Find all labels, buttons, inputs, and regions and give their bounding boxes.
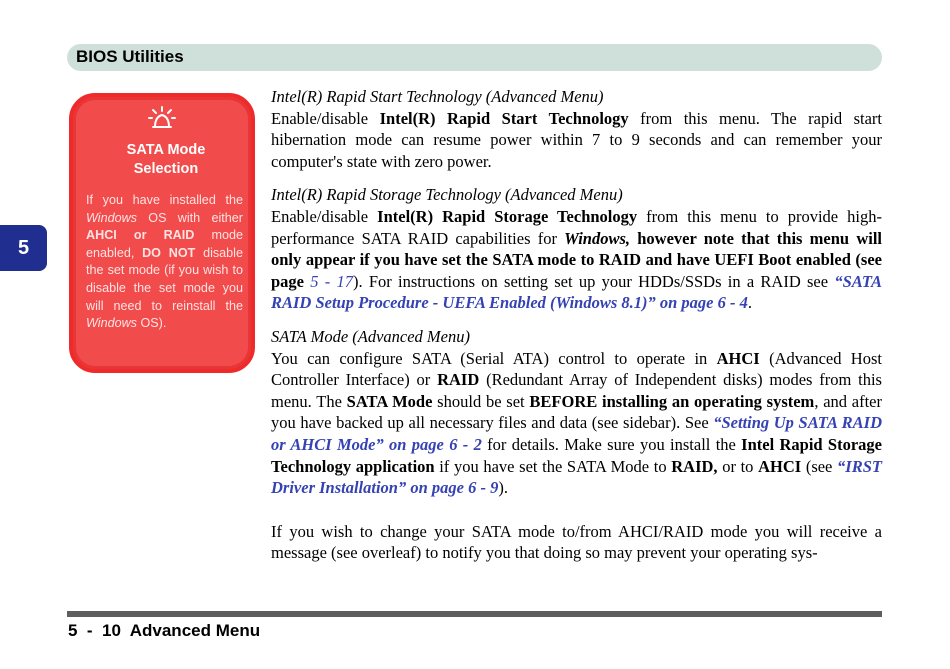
section-heading: SATA Mode (Advanced Menu) xyxy=(271,326,470,346)
cross-reference-link[interactable]: “IRST Driver Installation” on page 6 - 9 xyxy=(271,456,882,498)
text-run: RAID, xyxy=(671,456,718,476)
section-sata-mode xyxy=(271,326,882,499)
text-run: (see xyxy=(801,456,838,476)
footer-rule xyxy=(67,611,882,617)
main-content xyxy=(271,86,882,576)
sidebar-note xyxy=(69,93,255,373)
text-run: Intel(R) Rapid Start Technology xyxy=(379,108,629,128)
sidebar-title-line2: Selection xyxy=(133,161,199,177)
text-run: if you have set the SATA Mode to xyxy=(434,456,672,476)
text-run: Windows xyxy=(86,210,137,225)
text-run: Enable/disable xyxy=(271,206,378,226)
section-text xyxy=(271,109,882,171)
text-run: OS). xyxy=(136,316,167,331)
text-run: If you have installed the xyxy=(86,193,243,207)
closing-paragraph: If you wish to change your SATA mode to/from AHCI/RAID mode you will receive a message (see overleaf) to notify you that doing so may prevent your operating sys- xyxy=(271,521,882,563)
warning-bell-icon xyxy=(147,105,177,133)
text-run: should be set xyxy=(432,391,530,411)
text-run: however note that this menu will only appear if you have set the SATA mode to RAID and have UEFI Boot enabled (see page xyxy=(271,228,882,291)
sidebar-title xyxy=(77,141,255,179)
text-run: or to xyxy=(717,456,759,476)
section-heading: Intel(R) Rapid Start Technology (Advanced Menu) xyxy=(271,87,604,106)
chapter-number: 5 xyxy=(17,237,30,259)
text-run: for details. Make sure you install the xyxy=(481,434,742,454)
page-reference-link[interactable]: 5 - 17 xyxy=(310,271,353,291)
footer-page-label: 5 - 10 Advanced Menu xyxy=(68,621,261,640)
text-run: RAID xyxy=(437,370,480,390)
text-run: disable the set mode (if you wish to disable the set mode you will need to reinstall the xyxy=(86,245,243,313)
text-run: AHCI xyxy=(716,348,760,368)
text-run: mode enabled, xyxy=(86,228,243,260)
text-run: from this menu to provide high-performance SATA RAID capabilities for xyxy=(271,206,882,248)
section-rapid-storage xyxy=(271,184,882,314)
sidebar-body xyxy=(86,192,243,333)
text-run: Intel Rapid Storage Technology application xyxy=(271,434,882,476)
cross-reference-link[interactable]: “SATA RAID Setup Procedure - UEFA Enabled (Windows 8.1)” on page 6 - 4 xyxy=(271,271,883,313)
text-run: OS with either xyxy=(136,210,243,225)
text-run: BEFORE installing an operating system xyxy=(529,391,815,411)
cross-reference-link[interactable]: “Setting Up SATA RAID or AHCI Mode” on page 6 - 2 xyxy=(271,413,882,454)
text-run: (Advanced Host Controller Interface) or xyxy=(271,348,882,390)
text-run: SATA Mode xyxy=(346,391,433,411)
sidebar-title-line1: SATA Mode xyxy=(126,142,206,158)
section-rapid-start xyxy=(271,86,882,172)
text-run: . xyxy=(747,293,752,313)
chapter-tab[interactable] xyxy=(0,225,47,271)
header-bar xyxy=(67,44,882,71)
section-text xyxy=(271,349,882,498)
text-run: You can configure SATA (Serial ATA) control to operate in xyxy=(271,348,717,368)
text-run: ). xyxy=(498,478,508,498)
text-run: Enable/disable xyxy=(271,108,380,128)
text-run: Intel(R) Rapid Storage Technology xyxy=(377,206,638,226)
text-run: Windows xyxy=(86,316,137,331)
text-run: from this menu. The rapid start hibernation mode can resume power within 7 to 9 seconds and can remember your computer's state with zero power. xyxy=(271,108,882,171)
text-run: AHCI or RAID xyxy=(86,228,195,243)
section-heading: Intel(R) Rapid Storage Technology (Advanced Menu) xyxy=(271,185,623,205)
text-run: , and after you have backed up all necessary files and data (see sidebar). See xyxy=(271,391,883,433)
header-title: BIOS Utilities xyxy=(76,47,184,66)
text-run: ). For instructions on setting set up your HDDs/SSDs in a RAID see xyxy=(353,271,835,291)
text-run: DO NOT xyxy=(142,245,196,260)
section-text xyxy=(271,207,882,312)
text-run: Windows, xyxy=(564,228,631,248)
text-run: (Redundant Array of Independent disks) modes from this menu. The xyxy=(271,370,882,411)
text-run: AHCI xyxy=(758,456,802,476)
